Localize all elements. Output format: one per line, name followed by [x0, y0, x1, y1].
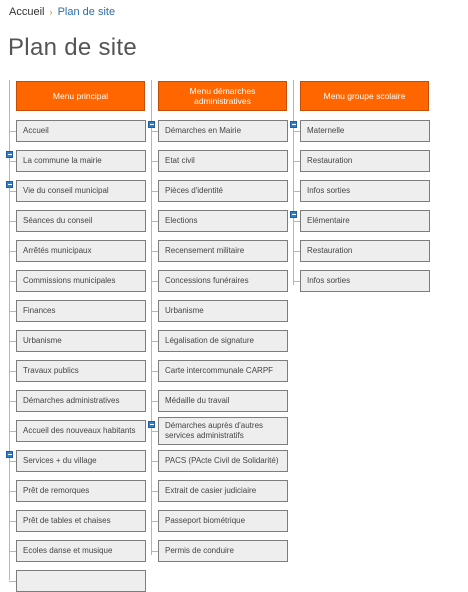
- sitemap-link[interactable]: [158, 120, 288, 142]
- sitemap-link[interactable]: [16, 120, 146, 142]
- sitemap-link[interactable]: [16, 330, 146, 352]
- sitemap-link[interactable]: [16, 270, 146, 292]
- sitemap-link-label: Elémentaire: [307, 216, 350, 225]
- sitemap-link[interactable]: [158, 300, 288, 322]
- sitemap-link-label: Recensement militaire: [165, 246, 245, 255]
- breadcrumb-separator: ›: [49, 7, 53, 17]
- sitemap-link[interactable]: [158, 180, 288, 202]
- sitemap-link[interactable]: [16, 150, 146, 172]
- collapse-minus-icon[interactable]: [290, 211, 297, 218]
- sitemap-link-label: Accueil des nouveaux habitants: [23, 426, 136, 435]
- sitemap-link-label: Séances du conseil: [23, 216, 93, 225]
- tree-branch-line: [293, 221, 300, 222]
- tree-branch-line: [9, 551, 16, 552]
- sitemap-link-label: Infos sorties: [307, 186, 351, 195]
- sitemap-link[interactable]: [158, 210, 288, 232]
- sitemap-link[interactable]: [16, 420, 146, 442]
- page-title: Plan de site: [8, 34, 138, 61]
- sitemap-link-label: Restauration: [307, 156, 353, 165]
- sitemap-link-label: La commune la mairie: [23, 156, 102, 165]
- sitemap-link-label: Démarches auprès d'autres services administratifs: [165, 421, 264, 440]
- tree-branch-line: [151, 551, 158, 552]
- sitemap-link-label: PACS (PActe Civil de Solidarité): [165, 456, 279, 465]
- sitemap-link[interactable]: [158, 510, 288, 532]
- sitemap-column-header[interactable]: Menu démarches administratives: [158, 81, 287, 111]
- collapse-minus-icon[interactable]: [148, 421, 155, 428]
- sitemap-link-label: Accueil: [23, 126, 49, 135]
- breadcrumb-home-link[interactable]: Accueil: [9, 6, 45, 18]
- sitemap-link[interactable]: [158, 480, 288, 502]
- tree-branch-line: [151, 521, 158, 522]
- tree-connector-line: [151, 80, 152, 555]
- tree-branch-line: [9, 341, 16, 342]
- tree-branch-line: [151, 161, 158, 162]
- sitemap-link[interactable]: [300, 270, 430, 292]
- sitemap-link-label: Finances: [23, 306, 56, 315]
- sitemap-link[interactable]: [300, 150, 430, 172]
- sitemap-link-label: Urbanisme: [165, 306, 204, 315]
- tree-branch-line: [9, 431, 16, 432]
- sitemap-column-header[interactable]: Menu principal: [16, 81, 145, 111]
- sitemap-link[interactable]: [16, 180, 146, 202]
- tree-branch-line: [9, 191, 16, 192]
- tree-branch-line: [293, 131, 300, 132]
- sitemap-link-label: Carte intercommunale CARPF: [165, 366, 274, 375]
- tree-branch-line: [151, 311, 158, 312]
- sitemap-link-label: Travaux publics: [23, 366, 79, 375]
- sitemap-link[interactable]: [300, 210, 430, 232]
- sitemap-link-label: Services + du village: [23, 456, 97, 465]
- tree-branch-line: [151, 341, 158, 342]
- sitemap-link[interactable]: [158, 360, 288, 382]
- sitemap-link[interactable]: [158, 270, 288, 292]
- sitemap-link[interactable]: [16, 240, 146, 262]
- collapse-minus-icon[interactable]: [6, 451, 13, 458]
- sitemap-link-label: Permis de conduire: [165, 546, 234, 555]
- sitemap-link[interactable]: [16, 390, 146, 412]
- sitemap-link-label: Concessions funéraires: [165, 276, 249, 285]
- sitemap-link[interactable]: [158, 390, 288, 412]
- sitemap-link[interactable]: [158, 150, 288, 172]
- tree-branch-line: [9, 131, 16, 132]
- sitemap-link[interactable]: [300, 240, 430, 262]
- collapse-minus-icon[interactable]: [290, 121, 297, 128]
- tree-branch-line: [151, 191, 158, 192]
- sitemap-link-label: Médaille du travail: [165, 396, 230, 405]
- tree-branch-line: [151, 281, 158, 282]
- sitemap-link-label: Prêt de tables et chaises: [23, 516, 111, 525]
- tree-branch-line: [151, 431, 158, 432]
- tree-branch-line: [9, 401, 16, 402]
- tree-branch-line: [151, 371, 158, 372]
- sitemap-link[interactable]: [16, 360, 146, 382]
- sitemap-link-label: Urbanisme: [23, 336, 62, 345]
- tree-branch-line: [151, 491, 158, 492]
- sitemap-link-label: Commissions municipales: [23, 276, 116, 285]
- tree-branch-line: [151, 131, 158, 132]
- sitemap-link[interactable]: [16, 540, 146, 562]
- sitemap-link[interactable]: [16, 570, 146, 592]
- sitemap-link[interactable]: [158, 330, 288, 352]
- sitemap-link[interactable]: [16, 480, 146, 502]
- collapse-minus-icon[interactable]: [6, 181, 13, 188]
- tree-branch-line: [9, 461, 16, 462]
- tree-branch-line: [151, 221, 158, 222]
- sitemap-link-label: Maternelle: [307, 126, 345, 135]
- tree-branch-line: [9, 251, 16, 252]
- tree-branch-line: [9, 491, 16, 492]
- tree-branch-line: [9, 371, 16, 372]
- sitemap-link[interactable]: [158, 417, 288, 445]
- sitemap-link[interactable]: [158, 540, 288, 562]
- tree-branch-line: [151, 401, 158, 402]
- sitemap-link-label: Démarches administratives: [23, 396, 120, 405]
- sitemap-link-label: Ecoles danse et musique: [23, 546, 113, 555]
- breadcrumb-current: Plan de site: [57, 6, 116, 18]
- sitemap-link[interactable]: [16, 510, 146, 532]
- collapse-minus-icon[interactable]: [148, 121, 155, 128]
- sitemap-link-label: Pièces d'identité: [165, 186, 224, 195]
- tree-branch-line: [9, 311, 16, 312]
- sitemap-link-label: Vie du conseil municipal: [23, 186, 109, 195]
- sitemap-column-header[interactable]: Menu groupe scolaire: [300, 81, 429, 111]
- tree-branch-line: [293, 191, 300, 192]
- sitemap-link-label: Légalisation de signature: [165, 336, 254, 345]
- sitemap-link[interactable]: [300, 120, 430, 142]
- tree-branch-line: [293, 251, 300, 252]
- tree-branch-line: [151, 461, 158, 462]
- collapse-minus-icon[interactable]: [6, 151, 13, 158]
- tree-connector-line: [293, 80, 294, 285]
- tree-branch-line: [293, 161, 300, 162]
- sitemap-link-label: Extrait de casier judiciaire: [165, 486, 257, 495]
- sitemap-link[interactable]: [16, 450, 146, 472]
- sitemap-link[interactable]: [16, 300, 146, 322]
- sitemap-link-label: Passeport biométrique: [165, 516, 246, 525]
- sitemap-link[interactable]: [158, 240, 288, 262]
- tree-branch-line: [9, 581, 16, 582]
- sitemap-link[interactable]: [300, 180, 430, 202]
- sitemap-link-label: Prêt de remorques: [23, 486, 90, 495]
- breadcrumb: [9, 6, 115, 18]
- sitemap-link-label: Arrêtés municipaux: [23, 246, 92, 255]
- tree-branch-line: [9, 161, 16, 162]
- tree-branch-line: [151, 251, 158, 252]
- tree-branch-line: [9, 521, 16, 522]
- tree-branch-line: [293, 281, 300, 282]
- sitemap-link-label: Elections: [165, 216, 198, 225]
- tree-branch-line: [9, 281, 16, 282]
- sitemap-link[interactable]: [158, 450, 288, 472]
- sitemap-link-label: Restauration: [307, 246, 353, 255]
- sitemap-link[interactable]: [16, 210, 146, 232]
- sitemap-link-label: Démarches en Mairie: [165, 126, 242, 135]
- tree-branch-line: [9, 221, 16, 222]
- sitemap-link-label: Infos sorties: [307, 276, 351, 285]
- sitemap-link-label: Etat civil: [165, 156, 195, 165]
